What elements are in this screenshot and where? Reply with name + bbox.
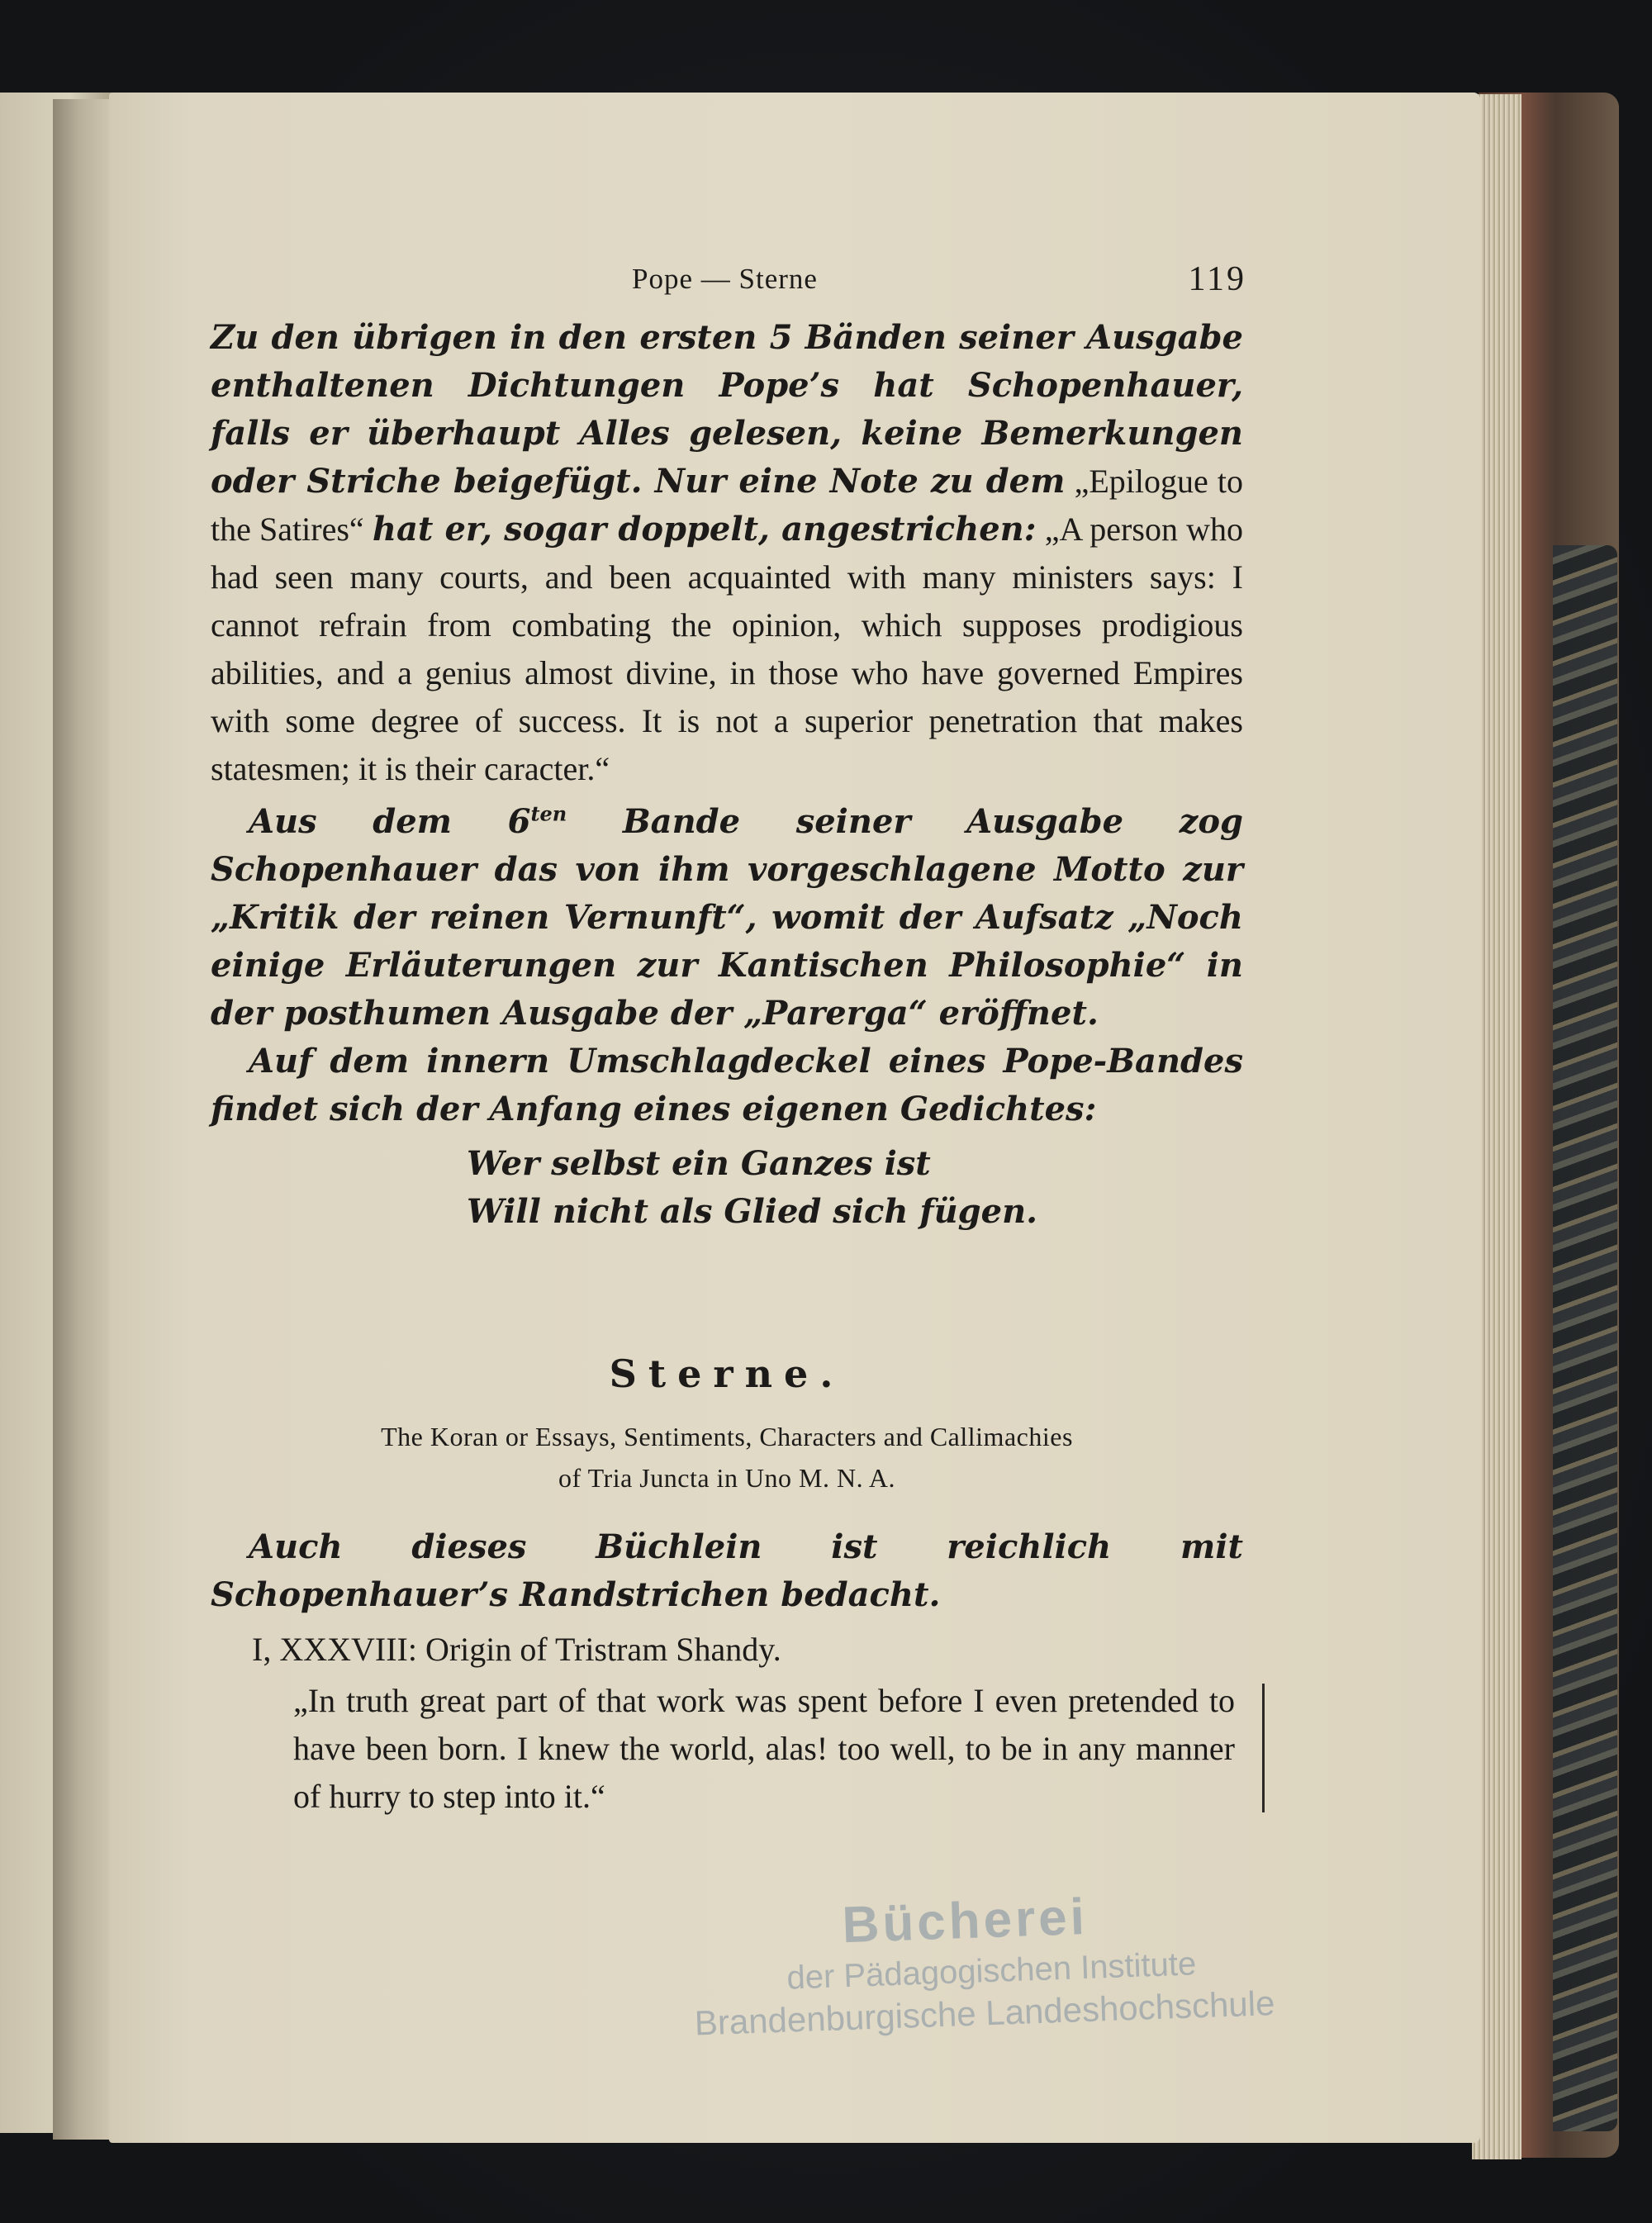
book-title-line: of Tria Juncta in Uno M. N. A. — [558, 1463, 895, 1493]
entry-heading: I, XXXVIII: Origin of Tristram Shandy. — [252, 1631, 781, 1668]
paragraph-motto — [211, 798, 1243, 1038]
stamp-line: der Pädagogischen Institute — [786, 1945, 1197, 1997]
page-content — [211, 248, 1246, 1821]
verse-line: Will nicht als Glied sich fügen. — [467, 1192, 1038, 1231]
page-number: 119 — [1188, 260, 1246, 298]
paragraph-text: Aus dem 6 — [249, 802, 531, 841]
running-head: Pope — Sterne — [632, 263, 818, 295]
quotation-text: „A person who had seen many courts, and been acquainted with many ministers says: I cannot refrain from combating the opinion, which supposes prodigious abilities, and a genius almost divine, in those who have governed Empires with some degree of success. It is not a superior penetration that makes statesmen; it is their caracter.“ — [211, 511, 1244, 787]
page-header — [211, 248, 1246, 314]
book-title-line: The Koran or Essays, Sentiments, Characters and Callimachies — [381, 1422, 1073, 1451]
superscript: ten — [530, 801, 567, 826]
book-title — [211, 1416, 1243, 1499]
quote-block — [293, 1677, 1243, 1821]
quotation-text: „In truth great part of that work was spent before I even pretended to have been born. I knew the world, alas! too well, to be in any manner of hurry to step into it.“ — [293, 1682, 1235, 1815]
stamp-line: Bücherei — [841, 1888, 1089, 1955]
paragraph-pope-notes — [211, 314, 1243, 793]
library-stamp — [625, 1880, 1308, 2048]
paragraph-text: hat er, sogar doppelt, angestrichen: — [372, 510, 1037, 549]
stamp-line: Brandenburgische Landeshochschule — [694, 1983, 1276, 2043]
paragraph-text: „Epilogue to the Satires“ — [211, 463, 1243, 548]
marbled-cover-edge — [1553, 545, 1617, 2131]
poem-verse — [467, 1140, 1243, 1236]
paragraph-sterne: Auch dieses Büchlein ist reichlich mit Schopenhauer’s Randstrichen bedacht. — [211, 1527, 1243, 1614]
paragraph-text: Zu den übrigen in den ersten 5 Bänden seiner Ausgabe enthaltenen Dichtungen Pope’s hat Schopenhauer, falls er überhaupt Alles gelesen, keine Bemerkungen oder Striche beigefügt. Nur eine Note zu dem — [211, 318, 1243, 501]
margin-stroke — [1262, 1684, 1265, 1812]
paragraph-poem-intro: Auf dem innern Umschlagdeckel eines Pope-Bandes findet sich der Anfang eines eigenen Gedichtes: — [211, 1042, 1243, 1128]
paragraph-text: Bande seiner Ausgabe zog Schopenhauer das von ihm vorgeschlagene Motto zur „Kritik der reinen Vernunft“, womit der Aufsatz „Noch einige Erläuterungen zur Kantischen Philosophie“ in der posthumen Ausgabe der „Parerga“ eröffnet. — [211, 802, 1244, 1033]
section-title: Sterne. — [609, 1351, 845, 1396]
verse-line: Wer selbst ein Ganzes ist — [467, 1144, 931, 1183]
